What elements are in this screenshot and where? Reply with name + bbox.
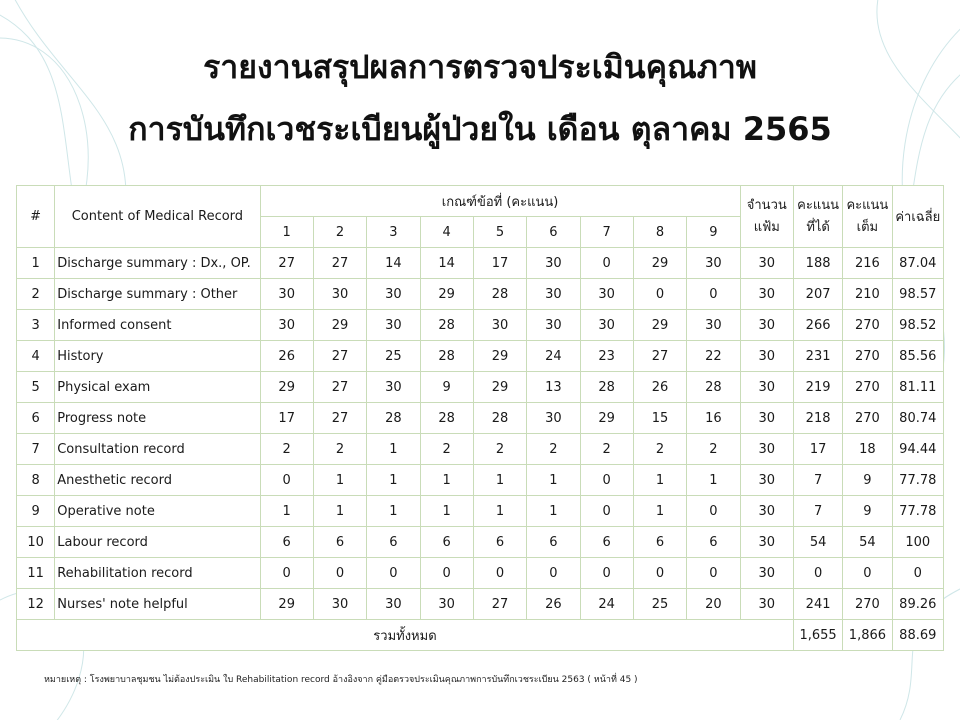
criteria-score-cell: 17 <box>473 248 526 279</box>
criteria-score-cell: 0 <box>527 558 580 589</box>
content-name-cell: Labour record <box>55 527 260 558</box>
criteria-score-cell: 30 <box>527 248 580 279</box>
file-count-cell: 30 <box>740 279 793 310</box>
table-row <box>17 372 944 403</box>
total-label: รวมทั้งหมด <box>17 620 794 651</box>
file-count-cell: 30 <box>740 403 793 434</box>
row-number-cell: 3 <box>17 310 55 341</box>
criteria-score-cell: 2 <box>687 434 740 465</box>
criteria-score-cell: 30 <box>687 310 740 341</box>
criteria-score-cell: 0 <box>633 558 686 589</box>
criteria-score-cell: 6 <box>313 527 366 558</box>
criteria-score-cell: 0 <box>580 558 633 589</box>
average-cell: 94.44 <box>892 434 943 465</box>
file-count-cell: 30 <box>740 527 793 558</box>
average-cell: 98.57 <box>892 279 943 310</box>
header-criteria: เกณฑ์ข้อที่ (คะแนน) <box>260 186 740 217</box>
criteria-score-cell: 6 <box>260 527 313 558</box>
score-obtained-cell: 7 <box>793 496 842 527</box>
row-number-cell: 1 <box>17 248 55 279</box>
criteria-score-cell: 30 <box>367 589 420 620</box>
criteria-score-cell: 1 <box>633 496 686 527</box>
score-obtained-cell: 266 <box>793 310 842 341</box>
criteria-score-cell: 0 <box>687 279 740 310</box>
row-number-cell: 6 <box>17 403 55 434</box>
score-obtained-cell: 231 <box>793 341 842 372</box>
file-count-cell: 30 <box>740 248 793 279</box>
criteria-score-cell: 6 <box>420 527 473 558</box>
file-count-cell: 30 <box>740 465 793 496</box>
header-content: Content of Medical Record <box>55 186 260 248</box>
total-full-score-cell: 1,866 <box>843 620 892 651</box>
average-cell: 80.74 <box>892 403 943 434</box>
full-score-cell: 270 <box>843 372 892 403</box>
criteria-score-cell: 17 <box>260 403 313 434</box>
average-cell: 87.04 <box>892 248 943 279</box>
criteria-score-cell: 2 <box>473 434 526 465</box>
criteria-score-cell: 28 <box>473 279 526 310</box>
full-score-cell: 9 <box>843 496 892 527</box>
criteria-score-cell: 0 <box>260 465 313 496</box>
criteria-score-cell: 2 <box>580 434 633 465</box>
criteria-score-cell: 29 <box>633 310 686 341</box>
criteria-score-cell: 27 <box>313 248 366 279</box>
criteria-score-cell: 30 <box>527 310 580 341</box>
criteria-score-cell: 6 <box>527 527 580 558</box>
header-score-obtained: คะแนนที่ได้ <box>793 186 842 248</box>
table-row <box>17 248 944 279</box>
criteria-score-cell: 29 <box>580 403 633 434</box>
criteria-score-cell: 24 <box>580 589 633 620</box>
criteria-score-cell: 16 <box>687 403 740 434</box>
criteria-score-cell: 30 <box>367 279 420 310</box>
table-row <box>17 403 944 434</box>
criteria-score-cell: 0 <box>313 558 366 589</box>
criteria-score-cell: 30 <box>367 372 420 403</box>
score-obtained-cell: 219 <box>793 372 842 403</box>
criteria-score-cell: 30 <box>473 310 526 341</box>
criteria-score-cell: 0 <box>580 248 633 279</box>
criteria-score-cell: 30 <box>260 279 313 310</box>
criteria-score-cell: 30 <box>367 310 420 341</box>
criteria-score-cell: 30 <box>420 589 473 620</box>
criteria-header-cell: 5 <box>473 217 526 248</box>
criteria-score-cell: 0 <box>580 496 633 527</box>
criteria-score-cell: 1 <box>687 465 740 496</box>
content-name-cell: Discharge summary : Other <box>55 279 260 310</box>
criteria-score-cell: 2 <box>633 434 686 465</box>
content-name-cell: Discharge summary : Dx., OP. <box>55 248 260 279</box>
criteria-score-cell: 22 <box>687 341 740 372</box>
criteria-score-cell: 27 <box>260 248 313 279</box>
content-name-cell: Nurses' note helpful <box>55 589 260 620</box>
criteria-score-cell: 2 <box>313 434 366 465</box>
criteria-score-cell: 0 <box>420 558 473 589</box>
table-row <box>17 434 944 465</box>
full-score-cell: 0 <box>843 558 892 589</box>
criteria-header-cell: 8 <box>633 217 686 248</box>
criteria-score-cell: 13 <box>527 372 580 403</box>
full-score-cell: 216 <box>843 248 892 279</box>
average-cell: 0 <box>892 558 943 589</box>
footnote: หมายเหตุ : โรงพยาบาลชุมชน ไม่ต้องประเมิน ใบ Rehabilitation record อ้างอิงจาก คู่มือตรวจประเมินคุณภาพการบันทึกเวชระเบียน 2563 ( หน้าที่ 45 ) <box>44 675 638 685</box>
criteria-score-cell: 29 <box>473 341 526 372</box>
content-name-cell: Physical exam <box>55 372 260 403</box>
content-name-cell: History <box>55 341 260 372</box>
header-average: ค่าเฉลี่ย <box>892 186 943 248</box>
table-row <box>17 310 944 341</box>
header-file-count: จำนวนแฟ้ม <box>740 186 793 248</box>
criteria-score-cell: 27 <box>313 403 366 434</box>
total-row <box>17 620 944 651</box>
content-name-cell: Progress note <box>55 403 260 434</box>
criteria-score-cell: 1 <box>527 465 580 496</box>
full-score-cell: 9 <box>843 465 892 496</box>
criteria-score-cell: 29 <box>420 279 473 310</box>
row-number-cell: 10 <box>17 527 55 558</box>
criteria-score-cell: 27 <box>633 341 686 372</box>
criteria-score-cell: 28 <box>473 403 526 434</box>
criteria-score-cell: 1 <box>367 434 420 465</box>
audit-results-table <box>16 185 944 651</box>
criteria-score-cell: 2 <box>527 434 580 465</box>
table-row <box>17 558 944 589</box>
full-score-cell: 210 <box>843 279 892 310</box>
table-row <box>17 279 944 310</box>
criteria-score-cell: 24 <box>527 341 580 372</box>
average-cell: 77.78 <box>892 465 943 496</box>
row-number-cell: 5 <box>17 372 55 403</box>
criteria-score-cell: 0 <box>367 558 420 589</box>
row-number-cell: 8 <box>17 465 55 496</box>
total-average-cell: 88.69 <box>892 620 943 651</box>
criteria-score-cell: 23 <box>580 341 633 372</box>
criteria-score-cell: 26 <box>633 372 686 403</box>
score-obtained-cell: 241 <box>793 589 842 620</box>
criteria-score-cell: 28 <box>420 341 473 372</box>
criteria-score-cell: 0 <box>687 496 740 527</box>
row-number-cell: 12 <box>17 589 55 620</box>
criteria-score-cell: 6 <box>687 527 740 558</box>
criteria-score-cell: 0 <box>260 558 313 589</box>
row-number-cell: 4 <box>17 341 55 372</box>
row-number-cell: 7 <box>17 434 55 465</box>
criteria-score-cell: 30 <box>580 279 633 310</box>
row-number-cell: 11 <box>17 558 55 589</box>
criteria-score-cell: 30 <box>313 279 366 310</box>
average-cell: 98.52 <box>892 310 943 341</box>
score-obtained-cell: 7 <box>793 465 842 496</box>
criteria-score-cell: 1 <box>473 496 526 527</box>
criteria-score-cell: 2 <box>420 434 473 465</box>
criteria-score-cell: 15 <box>633 403 686 434</box>
row-number-cell: 2 <box>17 279 55 310</box>
criteria-header-cell: 9 <box>687 217 740 248</box>
criteria-score-cell: 0 <box>687 558 740 589</box>
criteria-score-cell: 29 <box>313 310 366 341</box>
header-full-score: คะแนนเต็ม <box>843 186 892 248</box>
table-row <box>17 496 944 527</box>
full-score-cell: 270 <box>843 310 892 341</box>
average-cell: 89.26 <box>892 589 943 620</box>
row-number-cell: 9 <box>17 496 55 527</box>
table-row <box>17 589 944 620</box>
criteria-score-cell: 30 <box>313 589 366 620</box>
page-title-line-1: รายงานสรุปผลการตรวจประเมินคุณภาพ <box>203 48 757 86</box>
criteria-score-cell: 2 <box>260 434 313 465</box>
criteria-header-cell: 7 <box>580 217 633 248</box>
full-score-cell: 54 <box>843 527 892 558</box>
criteria-score-cell: 30 <box>527 403 580 434</box>
file-count-cell: 30 <box>740 341 793 372</box>
criteria-score-cell: 1 <box>313 465 366 496</box>
average-cell: 100 <box>892 527 943 558</box>
criteria-score-cell: 0 <box>633 279 686 310</box>
content-name-cell: Informed consent <box>55 310 260 341</box>
criteria-score-cell: 29 <box>633 248 686 279</box>
criteria-score-cell: 1 <box>260 496 313 527</box>
criteria-score-cell: 29 <box>473 372 526 403</box>
average-cell: 81.11 <box>892 372 943 403</box>
criteria-score-cell: 27 <box>313 372 366 403</box>
average-cell: 85.56 <box>892 341 943 372</box>
criteria-score-cell: 0 <box>580 465 633 496</box>
criteria-score-cell: 27 <box>313 341 366 372</box>
criteria-score-cell: 28 <box>687 372 740 403</box>
full-score-cell: 18 <box>843 434 892 465</box>
file-count-cell: 30 <box>740 434 793 465</box>
criteria-score-cell: 1 <box>633 465 686 496</box>
criteria-score-cell: 6 <box>633 527 686 558</box>
score-obtained-cell: 17 <box>793 434 842 465</box>
total-score-cell: 1,655 <box>793 620 842 651</box>
criteria-score-cell: 1 <box>313 496 366 527</box>
score-obtained-cell: 207 <box>793 279 842 310</box>
criteria-score-cell: 20 <box>687 589 740 620</box>
full-score-cell: 270 <box>843 403 892 434</box>
criteria-score-cell: 0 <box>473 558 526 589</box>
criteria-score-cell: 14 <box>420 248 473 279</box>
criteria-score-cell: 1 <box>367 465 420 496</box>
file-count-cell: 30 <box>740 558 793 589</box>
criteria-score-cell: 25 <box>367 341 420 372</box>
criteria-header-cell: 4 <box>420 217 473 248</box>
criteria-header-cell: 3 <box>367 217 420 248</box>
criteria-score-cell: 25 <box>633 589 686 620</box>
score-obtained-cell: 54 <box>793 527 842 558</box>
criteria-score-cell: 1 <box>420 496 473 527</box>
full-score-cell: 270 <box>843 341 892 372</box>
criteria-score-cell: 26 <box>527 589 580 620</box>
content-name-cell: Rehabilitation record <box>55 558 260 589</box>
criteria-header-cell: 1 <box>260 217 313 248</box>
criteria-score-cell: 28 <box>420 310 473 341</box>
table-row <box>17 465 944 496</box>
criteria-header-cell: 6 <box>527 217 580 248</box>
criteria-score-cell: 14 <box>367 248 420 279</box>
criteria-score-cell: 30 <box>580 310 633 341</box>
score-obtained-cell: 218 <box>793 403 842 434</box>
criteria-score-cell: 30 <box>527 279 580 310</box>
criteria-score-cell: 26 <box>260 341 313 372</box>
criteria-score-cell: 1 <box>367 496 420 527</box>
file-count-cell: 30 <box>740 496 793 527</box>
score-obtained-cell: 188 <box>793 248 842 279</box>
score-obtained-cell: 0 <box>793 558 842 589</box>
criteria-score-cell: 28 <box>580 372 633 403</box>
content-name-cell: Consultation record <box>55 434 260 465</box>
file-count-cell: 30 <box>740 589 793 620</box>
full-score-cell: 270 <box>843 589 892 620</box>
criteria-score-cell: 28 <box>420 403 473 434</box>
file-count-cell: 30 <box>740 372 793 403</box>
criteria-header-cell: 2 <box>313 217 366 248</box>
table-row <box>17 527 944 558</box>
content-name-cell: Anesthetic record <box>55 465 260 496</box>
file-count-cell: 30 <box>740 310 793 341</box>
criteria-score-cell: 1 <box>420 465 473 496</box>
criteria-score-cell: 29 <box>260 372 313 403</box>
criteria-score-cell: 1 <box>527 496 580 527</box>
criteria-score-cell: 27 <box>473 589 526 620</box>
table-row <box>17 341 944 372</box>
criteria-score-cell: 1 <box>473 465 526 496</box>
criteria-score-cell: 6 <box>367 527 420 558</box>
criteria-score-cell: 6 <box>473 527 526 558</box>
criteria-score-cell: 28 <box>367 403 420 434</box>
criteria-score-cell: 30 <box>687 248 740 279</box>
header-number: # <box>17 186 55 248</box>
page-title-line-2: การบันทึกเวชระเบียนผู้ป่วยใน เดือน ตุลาคม 2565 <box>128 110 832 148</box>
criteria-score-cell: 9 <box>420 372 473 403</box>
criteria-score-cell: 30 <box>260 310 313 341</box>
criteria-score-cell: 29 <box>260 589 313 620</box>
criteria-score-cell: 6 <box>580 527 633 558</box>
content-name-cell: Operative note <box>55 496 260 527</box>
average-cell: 77.78 <box>892 496 943 527</box>
